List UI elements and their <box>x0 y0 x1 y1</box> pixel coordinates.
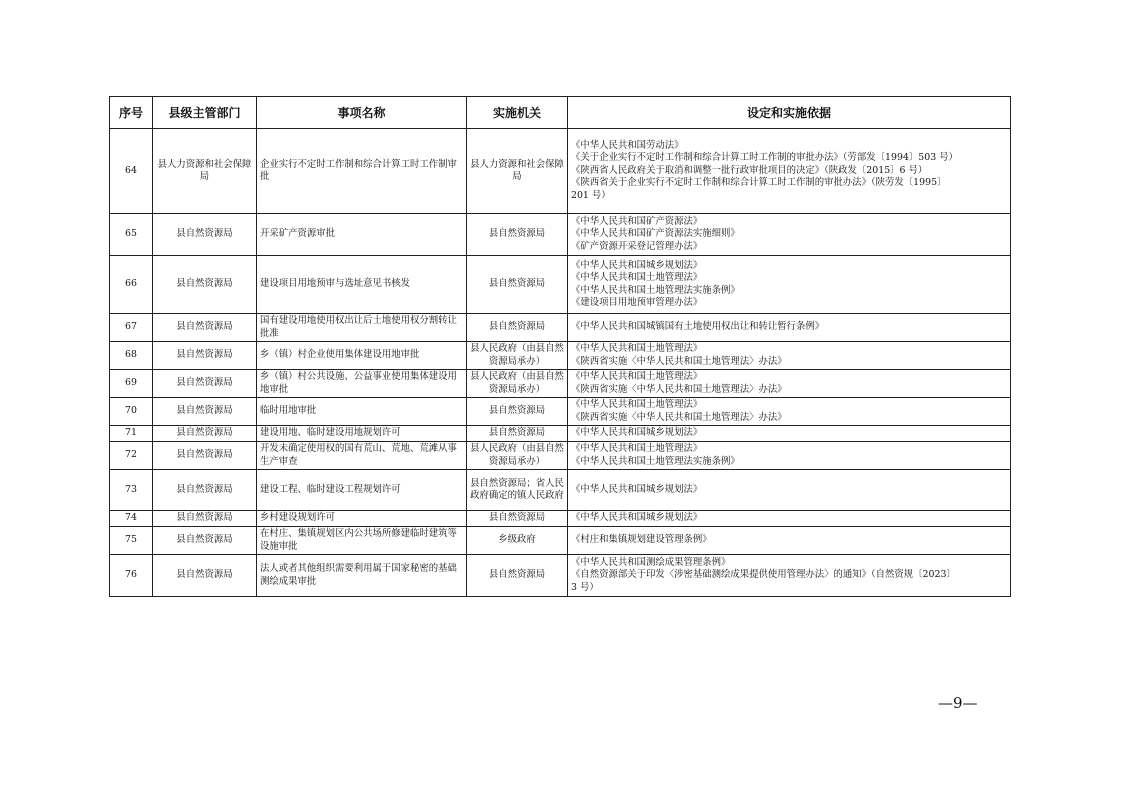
table-row <box>110 129 1011 214</box>
legal-basis-line: 《陕西省关于企业实行不定时工作制和综合计算工时工作制的审批办法》（陕劳发〔1995〕 <box>571 177 947 189</box>
row-implementing-org: 县自然资源局 <box>467 256 568 314</box>
row-legal-basis <box>568 555 1011 597</box>
table-row <box>110 470 1011 511</box>
row-county-dept: 县自然资源局 <box>153 314 257 342</box>
row-legal-basis <box>568 527 1011 555</box>
legal-basis-line: 《中华人民共和国矿产资源法》 <box>571 215 703 227</box>
row-item-name: 建设项目用地预审与选址意见书核发 <box>257 256 467 314</box>
legal-basis-line: 《中华人民共和国城镇国有土地使用权出让和转让暂行条例》 <box>571 321 825 333</box>
row-legal-basis <box>568 256 1011 314</box>
row-serial-no: 72 <box>110 442 153 470</box>
row-implementing-org: 县自然资源局 <box>467 511 568 527</box>
table-row <box>110 426 1011 442</box>
row-county-dept: 县自然资源局 <box>153 527 257 555</box>
row-legal-basis <box>568 470 1011 511</box>
legal-basis-line: 《中华人民共和国城乡规划法》 <box>571 483 703 495</box>
row-legal-basis <box>568 398 1011 426</box>
legal-basis-line: 《中华人民共和国城乡规划法》 <box>571 512 703 524</box>
table-row <box>110 314 1011 342</box>
legal-basis-line: 《中华人民共和国土地管理法》 <box>571 399 703 411</box>
row-serial-no: 68 <box>110 342 153 370</box>
row-implementing-org: 县人民政府（由县自然资源局承办） <box>467 442 568 470</box>
row-serial-no: 69 <box>110 370 153 398</box>
header-item-name: 事项名称 <box>257 97 467 129</box>
row-implementing-org: 县自然资源局 <box>467 426 568 442</box>
row-item-name: 企业实行不定时工作制和综合计算工时工作制审批 <box>257 129 467 214</box>
header-serial-no: 序号 <box>110 97 153 129</box>
row-item-name: 开发未确定使用权的国有荒山、荒地、荒滩从事生产审查 <box>257 442 467 470</box>
row-serial-no: 75 <box>110 527 153 555</box>
row-legal-basis <box>568 511 1011 527</box>
row-item-name: 乡村建设规划许可 <box>257 511 467 527</box>
row-serial-no: 76 <box>110 555 153 597</box>
row-county-dept: 县自然资源局 <box>153 214 257 256</box>
table-row <box>110 527 1011 555</box>
row-implementing-org: 县人力资源和社会保障局 <box>467 129 568 214</box>
row-serial-no: 70 <box>110 398 153 426</box>
row-legal-basis <box>568 370 1011 398</box>
row-item-name: 在村庄、集镇规划区内公共场所修建临时建筑等设施审批 <box>257 527 467 555</box>
legal-basis-line: 《中华人民共和国土地管理法》 <box>571 343 703 355</box>
row-legal-basis <box>568 314 1011 342</box>
row-item-name: 建设用地、临时建设用地规划许可 <box>257 426 467 442</box>
row-serial-no: 71 <box>110 426 153 442</box>
row-county-dept: 县自然资源局 <box>153 370 257 398</box>
row-legal-basis <box>568 342 1011 370</box>
legal-basis-line: 《中华人民共和国矿产资源法实施细则》 <box>571 228 740 240</box>
table-row <box>110 256 1011 314</box>
row-serial-no: 65 <box>110 214 153 256</box>
row-implementing-org: 县自然资源局 <box>467 314 568 342</box>
row-implementing-org: 县自然资源局 <box>467 214 568 256</box>
row-item-name: 国有建设用地使用权出让后土地使用权分割转让批准 <box>257 314 467 342</box>
legal-basis-line: 《建设项目用地预审管理办法》 <box>571 296 703 308</box>
legal-basis-line: 《中华人民共和国测绘成果管理条例》 <box>571 556 731 568</box>
header-county-dept: 县级主管部门 <box>153 97 257 129</box>
legal-basis-line: 《中华人民共和国土地管理法实施条例》 <box>571 455 740 467</box>
row-item-name: 乡（镇）村企业使用集体建设用地审批 <box>257 342 467 370</box>
row-item-name: 乡（镇）村公共设施、公益事业使用集体建设用地审批 <box>257 370 467 398</box>
legal-basis-line: 《陕西省实施〈中华人民共和国土地管理法〉办法》 <box>571 411 787 423</box>
row-county-dept: 县自然资源局 <box>153 398 257 426</box>
header-legal-basis: 设定和实施依据 <box>568 97 1011 129</box>
row-implementing-org: 乡级政府 <box>467 527 568 555</box>
table-body <box>110 129 1011 597</box>
legal-basis-line: 《陕西省实施〈中华人民共和国土地管理法〉办法》 <box>571 383 787 395</box>
row-legal-basis <box>568 129 1011 214</box>
row-serial-no: 67 <box>110 314 153 342</box>
table-row <box>110 442 1011 470</box>
table-row <box>110 511 1011 527</box>
row-county-dept: 县自然资源局 <box>153 342 257 370</box>
table-row <box>110 214 1011 256</box>
table-row <box>110 555 1011 597</box>
row-legal-basis <box>568 426 1011 442</box>
row-county-dept: 县自然资源局 <box>153 426 257 442</box>
legal-basis-line: 《关于企业实行不定时工作制和综合计算工时工作制的审批办法》（劳部发〔1994〕503 号） <box>571 152 958 164</box>
legal-basis-line: 《中华人民共和国土地管理法》 <box>571 272 703 284</box>
row-county-dept: 县自然资源局 <box>153 442 257 470</box>
row-implementing-org: 县自然资源局；省人民政府确定的镇人民政府 <box>467 470 568 511</box>
row-implementing-org: 县自然资源局 <box>467 555 568 597</box>
legal-basis-line: 《中华人民共和国土地管理法》 <box>571 443 703 455</box>
legal-basis-line: 3 号） <box>571 581 599 593</box>
table-header-row <box>110 97 1011 129</box>
row-item-name: 开采矿产资源审批 <box>257 214 467 256</box>
row-county-dept: 县自然资源局 <box>153 555 257 597</box>
row-serial-no: 64 <box>110 129 153 214</box>
legal-basis-line: 《村庄和集镇规划建设管理条例》 <box>571 534 712 546</box>
row-implementing-org: 县人民政府（由县自然资源局承办） <box>467 370 568 398</box>
legal-basis-line: 《陕西省人民政府关于取消和调整一批行政审批项目的决定》（陕政发〔2015〕6 号） <box>571 164 928 176</box>
legal-basis-line: 《中华人民共和国城乡规划法》 <box>571 427 703 439</box>
legal-basis-line: 201 号） <box>571 189 611 201</box>
row-county-dept: 县自然资源局 <box>153 256 257 314</box>
row-county-dept: 县人力资源和社会保障局 <box>153 129 257 214</box>
page-number: —9— <box>938 694 978 712</box>
row-item-name: 临时用地审批 <box>257 398 467 426</box>
row-implementing-org: 县人民政府（由县自然资源局承办） <box>467 342 568 370</box>
header-implementing-org: 实施机关 <box>467 97 568 129</box>
table-row <box>110 370 1011 398</box>
legal-basis-line: 《陕西省实施〈中华人民共和国土地管理法〉办法》 <box>571 355 787 367</box>
legal-basis-line: 《中华人民共和国劳动法》 <box>571 139 684 151</box>
row-serial-no: 66 <box>110 256 153 314</box>
row-item-name: 法人或者其他组织需要利用属于国家秘密的基础测绘成果审批 <box>257 555 467 597</box>
legal-basis-line: 《中华人民共和国土地管理法实施条例》 <box>571 284 740 296</box>
row-item-name: 建设工程、临时建设工程规划许可 <box>257 470 467 511</box>
row-county-dept: 县自然资源局 <box>153 511 257 527</box>
row-county-dept: 县自然资源局 <box>153 470 257 511</box>
table-row <box>110 342 1011 370</box>
row-legal-basis <box>568 214 1011 256</box>
row-serial-no: 73 <box>110 470 153 511</box>
row-serial-no: 74 <box>110 511 153 527</box>
legal-basis-line: 《自然资源部关于印发〈涉密基础测绘成果提供使用管理办法〉的通知》（自然资规〔2023〕 <box>571 569 956 581</box>
legal-basis-line: 《矿产资源开采登记管理办法》 <box>571 240 703 252</box>
legal-basis-line: 《中华人民共和国土地管理法》 <box>571 371 703 383</box>
approval-items-table <box>109 96 1011 597</box>
row-legal-basis <box>568 442 1011 470</box>
table-row <box>110 398 1011 426</box>
row-implementing-org: 县自然资源局 <box>467 398 568 426</box>
legal-basis-line: 《中华人民共和国城乡规划法》 <box>571 259 703 271</box>
